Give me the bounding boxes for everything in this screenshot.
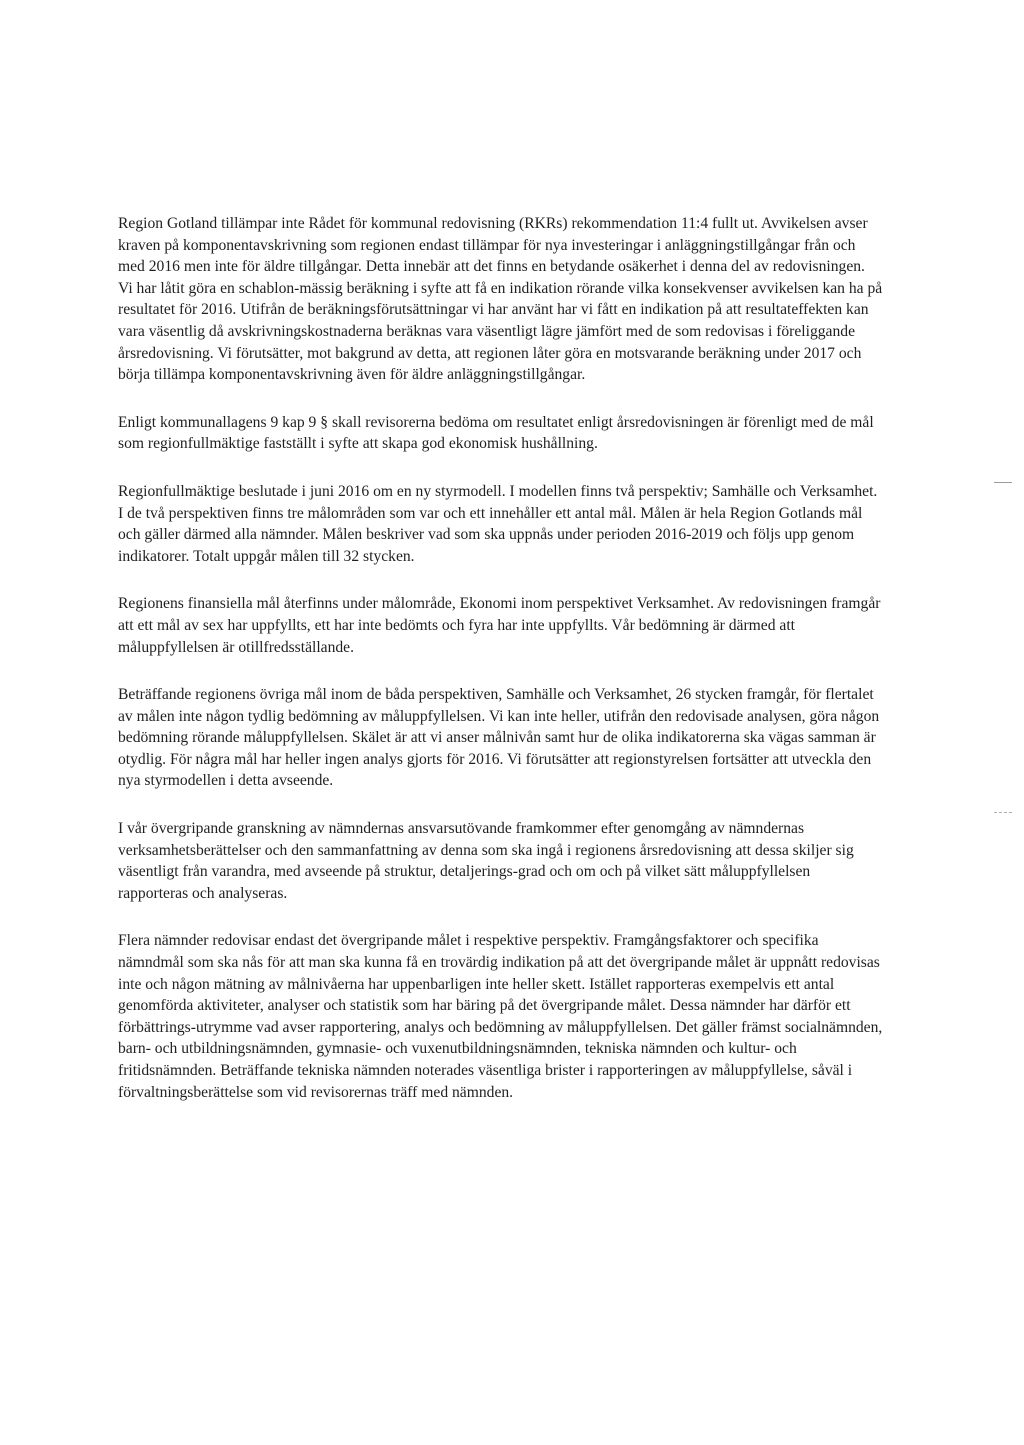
paragraph-kommunallagen: Enligt kommunallagens 9 kap 9 § skall revisorerna bedöma om resultatet enligt årsredovisningen är förenligt med de mål som regionfullmäktige fastställt i syfte att skapa god ekonomisk hushållning. [118,413,874,453]
margin-mark [994,812,1012,813]
paragraph-namnder: Flera nämnder redovisar endast det övergripande målet i respektive perspektiv. Framgångsfaktorer och specifika nämndmål som ska nås för att man ska kunna få en trovärdig indikation på att det övergripande målet är uppnått redovisas inte och någon mätning av målnivåerna har uppenbarligen inte heller skett. Istället rapporteras exempelvis ett antal genomförda aktiviteter, analyser och statistik som har bäring på det övergripande målet. Dessa nämnder har därför ett förbättrings-utrymme vad avser rapportering, analys och bedömning av måluppfyllelsen. Det gäller främst socialnämnden, barn- och utbildningsnämnden, gymnasie- och vuxenutbildningsnämnden, tekniska nämnden och kultur- och fritidsnämnden. Beträffande tekniska nämnden noterades väsentliga brister i rapporteringen av måluppfyllelse, såväl i förvaltningsberättelse som vid revisorernas träff med nämnden. [118,932,883,1101]
paragraph-ovriga-mal: Beträffande regionens övriga mål inom de båda perspektiven, Samhälle och Verksamhet, 26 stycken framgår, för flertalet av målen inte någon tydlig bedömning av måluppfyllelsen. Vi kan inte heller, utifrån den redovisade analysen, göra någon bedömning rörande måluppfyllelsen. Skälet är att vi anser målnivån samt hur de olika indikatorerna ska vägas samman är otydlig. För några mål har heller ingen analys gjorts för 2016. Vi förutsätter att regionstyrelsen fortsätter att utveckla den nya styrmodellen i detta avseende. [118,686,880,790]
paragraph-finansiella-mal: Regionens finansiella mål återfinns under målområde, Ekonomi inom perspektivet Verksamhet. Av redovisningen framgår att ett mål av sex har uppfyllts, ett har inte bedömts och fyra har inte uppfyllts. Vår bedömning är därmed att måluppfyllelsen är otillfredsställande. [118,595,881,656]
margin-mark [994,482,1012,483]
paragraph-granskning: I vår övergripande granskning av nämndernas ansvarsutövande framkommer efter genomgång av nämndernas verksamhetsberättelser och den sammanfattning av denna som ska ingå i regionens årsredovisning att dessa skiljer sig väsentligt från varandra, med avseende på struktur, detaljerings-grad och om och på vilket sätt måluppfyllelsen rapporteras och analyseras. [118,820,854,902]
paragraph-styrmodell: Regionfullmäktige beslutade i juni 2016 om en ny styrmodell. I modellen finns två perspektiv; Samhälle och Verksamhet. I de två perspektiven finns tre målområden som var och ett innehåller ett antal mål. Målen är hela Region Gotlands mål och gäller därmed alla nämnder. Målen beskriver vad som ska uppnås under perioden 2016-2019 och följs upp genom indikatorer. Totalt uppgår målen till 32 stycken. [118,482,878,565]
body-text [118,213,883,1129]
paragraph-rkr-recommendation: Region Gotland tillämpar inte Rådet för kommunal redovisning (RKRs) rekommendation 11:4 fullt ut. Avvikelsen avser kraven på komponentavskrivning som regionen endast tillämpar för nya investeringar i anläggningstillgångar från och med 2016 men inte för äldre tillgångar. Detta innebär att det finns en betydande osäkerhet i denna del av redovisningen. Vi har låtit göra en schablon-mässig beräkning i syfte att få en indikation rörande vilka konsekvenser avvikelsen kan ha på resultatet för 2016. Utifrån de beräkningsförutsättningar vi har använt har vi fått en indikation på att resultateffekten kan vara väsentlig då avskrivningskostnaderna beräknas vara väsentligt lägre jämfört med de som redovisas i föreliggande årsredovisning. Vi förutsätter, mot bakgrund av detta, att regionen låter göra en motsvarande beräkning under 2017 och börja tillämpa komponentavskrivning även för äldre anläggningstillgångar. [118,215,883,384]
